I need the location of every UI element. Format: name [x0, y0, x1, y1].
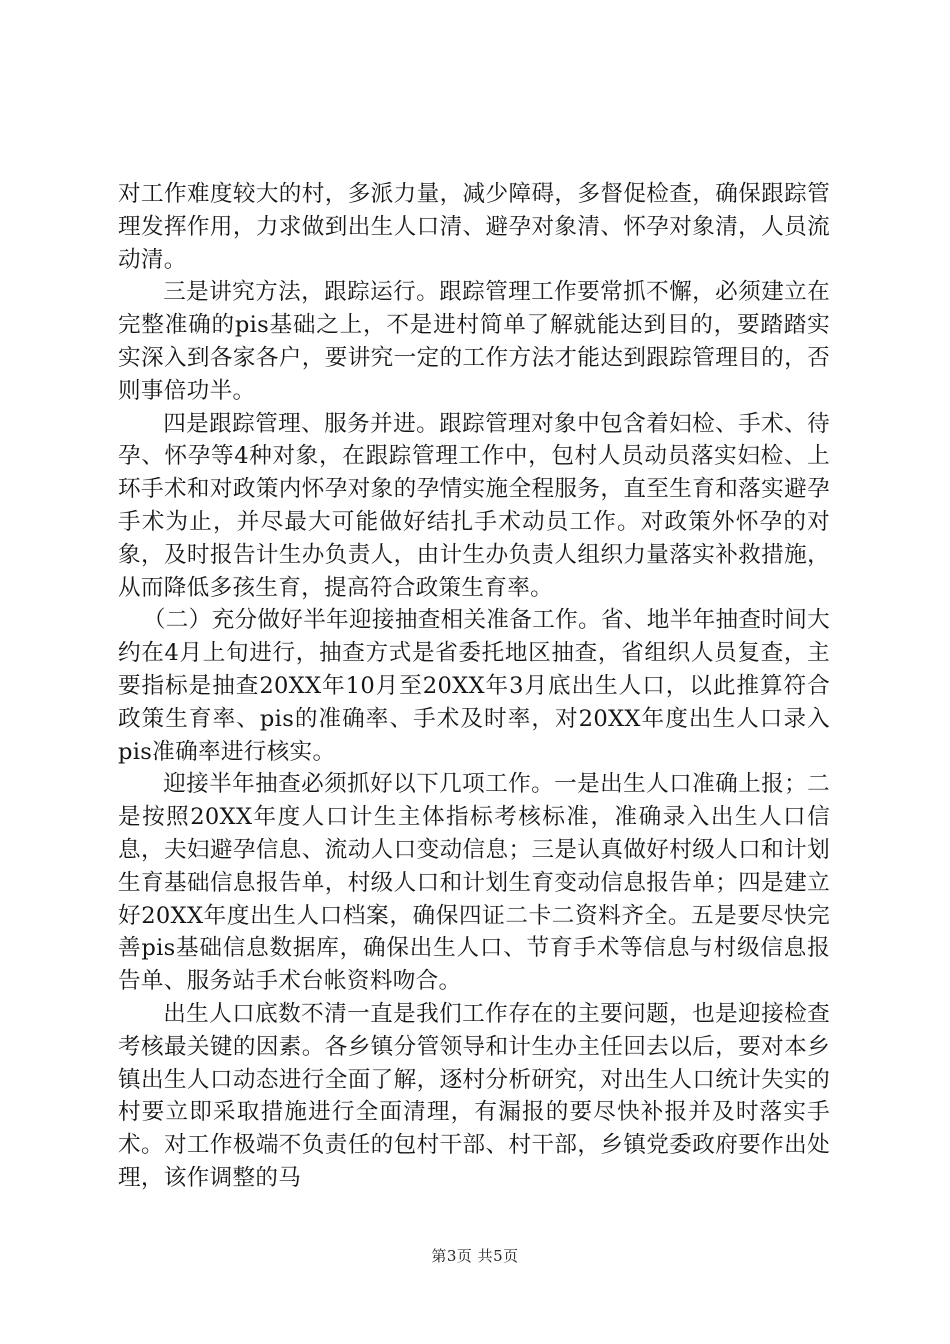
- paragraph-continuation: 对工作难度较大的村，多派力量，减少障碍，多督促检查，确保跟踪管理发挥作用，力求做到出生人口清、避孕对象清、怀孕对象清，人员流动清。: [118, 181, 830, 273]
- page-footer: 第3页 共5页: [431, 1247, 519, 1265]
- paragraph-section-two: （二）充分做好半年迎接抽查相关准备工作。省、地半年抽查时间大约在4月上旬进行，抽查方式是省委托地区抽查，省组织人员复查，主要指标是抽查20XX年10月至20XX年3月底出生人口，以此推算符合政策生育率、pis的准确率、手术及时率，对20XX年度出生人口录入pis准确率进行核实。: [118, 607, 830, 765]
- paragraph-method: 三是讲究方法，跟踪运行。跟踪管理工作要常抓不懈，必须建立在完整准确的pis基础之上，不是进村简单了解就能达到目的，要踏踏实实深入到各家各户，要讲究一定的工作方法才能达到跟踪管理目的，否则事倍功半。: [118, 279, 830, 404]
- paragraph-birth-population: 出生人口底数不清一直是我们工作存在的主要问题，也是迎接检查考核最关键的因素。各乡镇分管领导和计生办主任回去以后，要对本乡镇出生人口动态进行全面了解，逐村分析研究，对出生人口统计失实的村要立即采取措施进行全面清理，有漏报的要尽快补报并及时落实手术。对工作极端不负责任的包村干部、村干部，乡镇党委政府要作出处理，该作调整的马: [118, 1000, 830, 1191]
- paragraph-inspection-tasks: 迎接半年抽查必须抓好以下几项工作。一是出生人口准确上报；二是按照20XX年度人口计生主体指标考核标准，准确录入出生人口信息，夫妇避孕信息、流动人口变动信息；三是认真做好村级人口和计划生育基础信息报告单，村级人口和计划生育变动信息报告单；四是建立好20XX年度出生人口档案，确保四证二卡二资料齐全。五是要尽快完善pis基础信息数据库，确保出生人口、节育手术等信息与村级信息报告单、服务站手术台帐资料吻合。: [118, 771, 830, 995]
- document-body: [118, 178, 830, 1195]
- paragraph-management-service: 四是跟踪管理、服务并进。跟踪管理对象中包含着妇检、手术、待孕、怀孕等4种对象，在跟踪管理工作中，包村人员动员落实妇检、上环手术和对政策内怀孕对象的孕情实施全程服务，直至生育和落实避孕手术为止，并尽最大可能做好结扎手术动员工作。对政策外怀孕的对象，及时报告计生办负责人，由计生办负责人组织力量落实补救措施，从而降低多孩生育，提高符合政策生育率。: [118, 410, 830, 601]
